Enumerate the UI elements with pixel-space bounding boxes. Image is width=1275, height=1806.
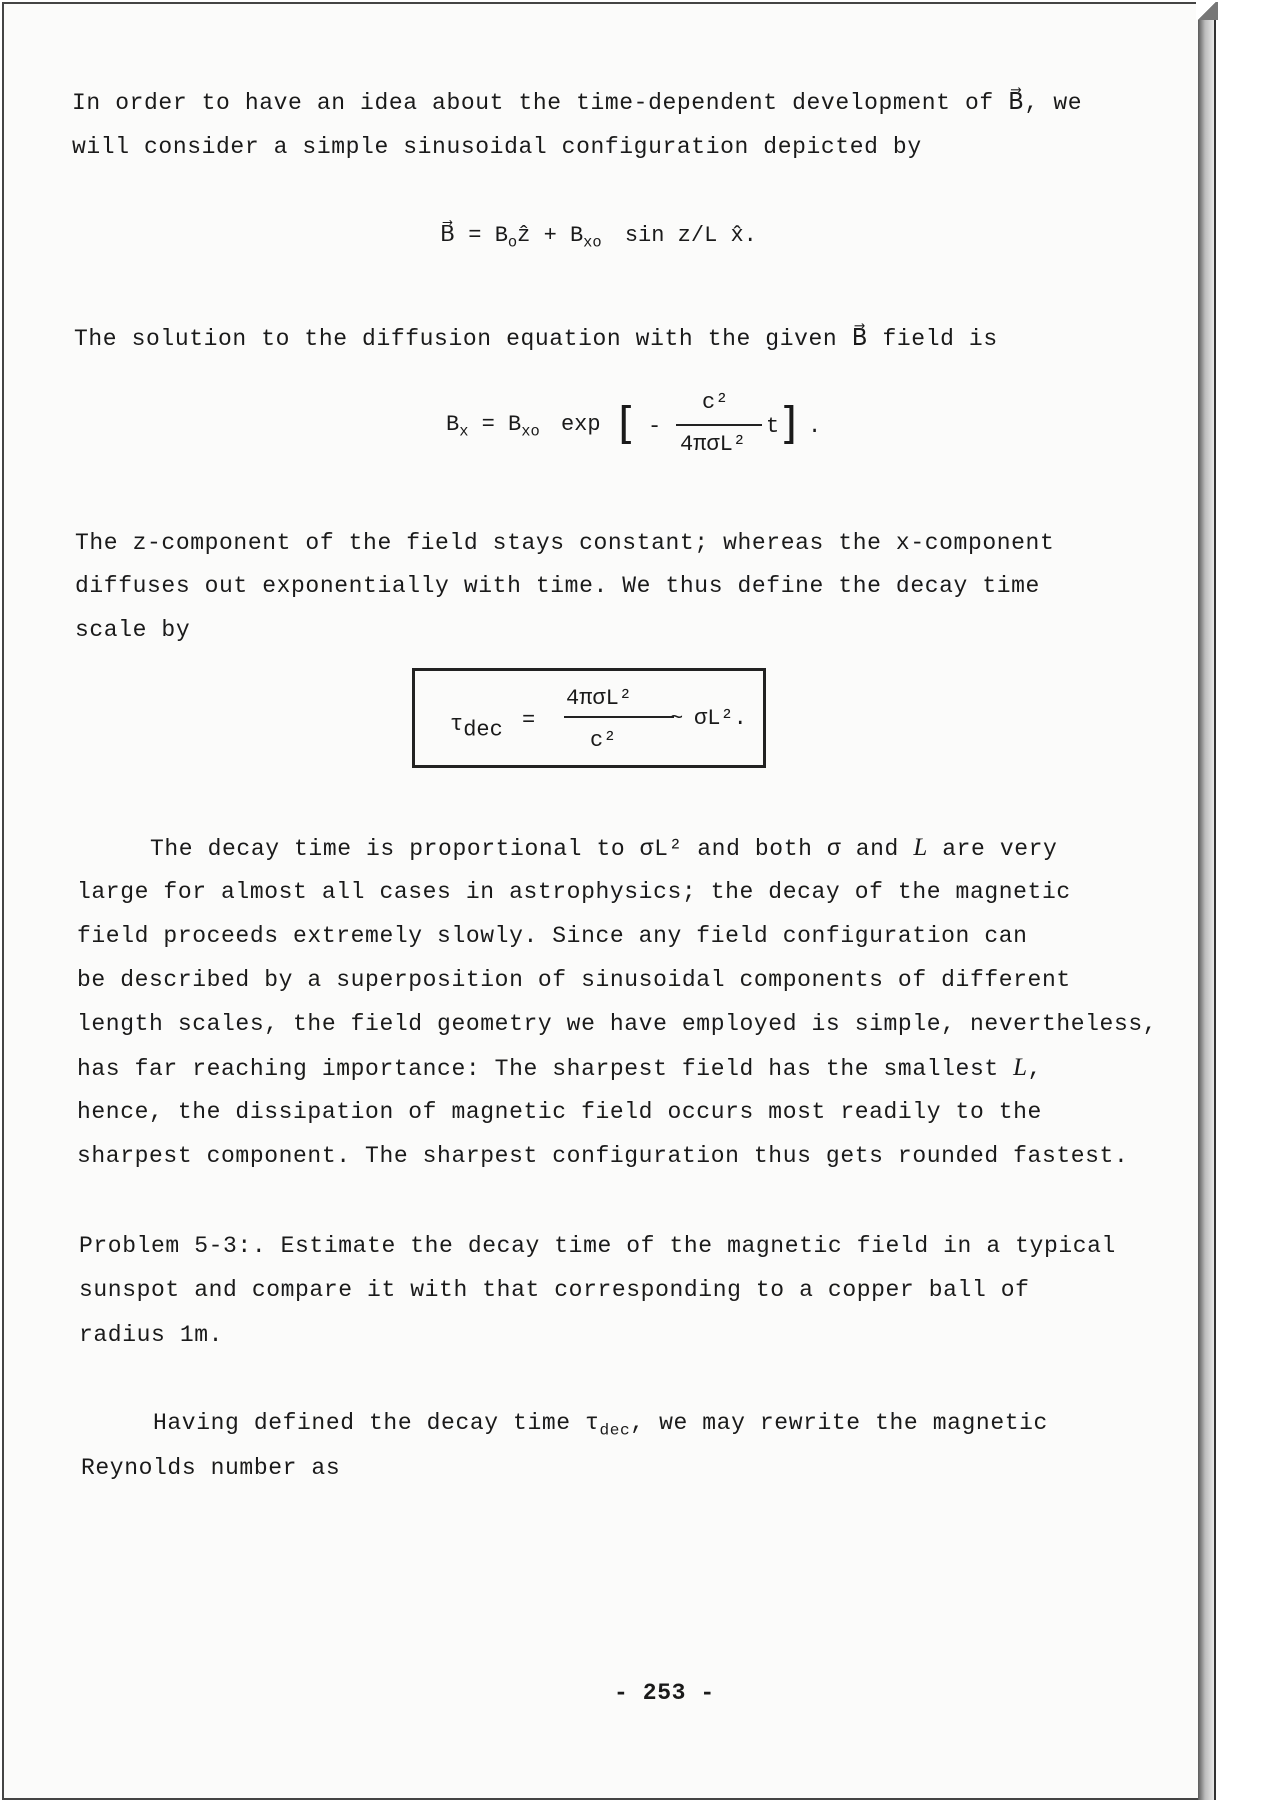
paragraph4-line5: length scales, the field geometry we have employed is simple, nevertheless, [77, 1011, 1158, 1037]
paragraph4-line3: field proceeds extremely slowly. Since any field configuration can [77, 923, 1028, 949]
p4-line1-b: are very [927, 836, 1058, 862]
page-number: - 253 - [614, 1680, 715, 1706]
problem-line1: Problem 5-3:. Estimate the decay time of the magnetic field in a typical [79, 1233, 1116, 1259]
p4-line1-a: The decay time is proportional to σL² and both σ and [150, 836, 914, 862]
p4-line1-L: L [913, 834, 928, 861]
paragraph1-line2: will consider a simple sinusoidal configuration depicted by [72, 134, 922, 160]
paragraph4-line1 [150, 835, 1057, 862]
eq2-eq: = B [481, 412, 522, 437]
eq2-numerator: c² [702, 390, 729, 415]
eq2-close-bracket: ] [780, 398, 798, 449]
paragraph2-line1: The solution to the diffusion equation with the given B⃗ field is [74, 326, 998, 352]
paragraph3-line2: diffuses out exponentially with time. We thus define the decay time [75, 573, 1040, 599]
p5-line1-a: Having defined the decay time τ [153, 1410, 600, 1436]
eq1-tail: sin z/L x̂. [624, 223, 757, 248]
paragraph4-line6 [77, 1055, 1042, 1082]
page-corner-fold [1196, 2, 1218, 20]
eq2-lhs: B [446, 412, 460, 437]
eq2-lhs-sub: x [459, 422, 469, 441]
eq3-tail: σL². [694, 706, 747, 731]
eq1-lhs: B⃗ [440, 223, 456, 248]
eq2-open-bracket: [ [618, 398, 636, 449]
paragraph3-line3: scale by [75, 617, 191, 643]
p4-line6-L: L [1013, 1054, 1028, 1081]
p5-line1-b: , we may rewrite the magnetic [630, 1410, 1048, 1436]
eq2-eq-sub: xo [521, 422, 540, 441]
eq3-fraction-bar [564, 716, 674, 718]
eq3-denominator: c² [590, 728, 617, 753]
eq2-minus: - [648, 414, 662, 439]
problem-line3: radius 1m. [79, 1322, 224, 1348]
paragraph4-line4: be described by a superposition of sinusoidal components of different [77, 967, 1071, 993]
paragraph5-line1 [153, 1410, 1048, 1444]
paragraph4-line2: large for almost all cases in astrophysics; the decay of the magnetic [77, 879, 1071, 905]
p5-line1-sub: dec [599, 1421, 631, 1440]
page-edge-curl [1198, 2, 1216, 1800]
eq1-rhs-a: = B [468, 223, 508, 248]
problem-line2: sunspot and compare it with that corresponding to a copper ball of [79, 1277, 1030, 1303]
paragraph3-line1: The z-component of the field stays constant; whereas the x-component [75, 530, 1055, 556]
eq3-approx: ~ [670, 706, 684, 731]
eq1-sub-xo: xo [583, 233, 602, 252]
eq2-fraction-bar [676, 424, 762, 426]
eq1-plus: + B [543, 223, 584, 248]
paragraph4-line8: sharpest component. The sharpest configuration thus gets rounded fastest. [77, 1143, 1129, 1169]
p4-line6-a: has far reaching importance: The sharpest field has the smallest [77, 1056, 1014, 1082]
eq3-equals: = [522, 708, 536, 733]
paragraph1-line1: In order to have an idea about the time-dependent development of B⃗, we [72, 90, 1083, 116]
eq3-tau-sub: dec [463, 717, 503, 743]
eq2-exp: exp [560, 412, 601, 437]
paragraph4-line7: hence, the dissipation of magnetic field occurs most readily to the [77, 1099, 1042, 1125]
eq2-t: t [766, 414, 780, 439]
eq3-numerator: 4πσL² [566, 686, 633, 711]
eq2-denominator: 4πσL² [680, 432, 747, 457]
paragraph5-line2: Reynolds number as [81, 1455, 341, 1481]
eq1-zhat: ẑ [517, 223, 531, 248]
p4-line6-b: , [1027, 1056, 1043, 1082]
eq3-tau: τ [450, 712, 464, 737]
eq2-dot: . [808, 414, 822, 439]
equation-sinusoidal-field [440, 222, 757, 251]
eq1-sub-o: o [507, 233, 518, 252]
